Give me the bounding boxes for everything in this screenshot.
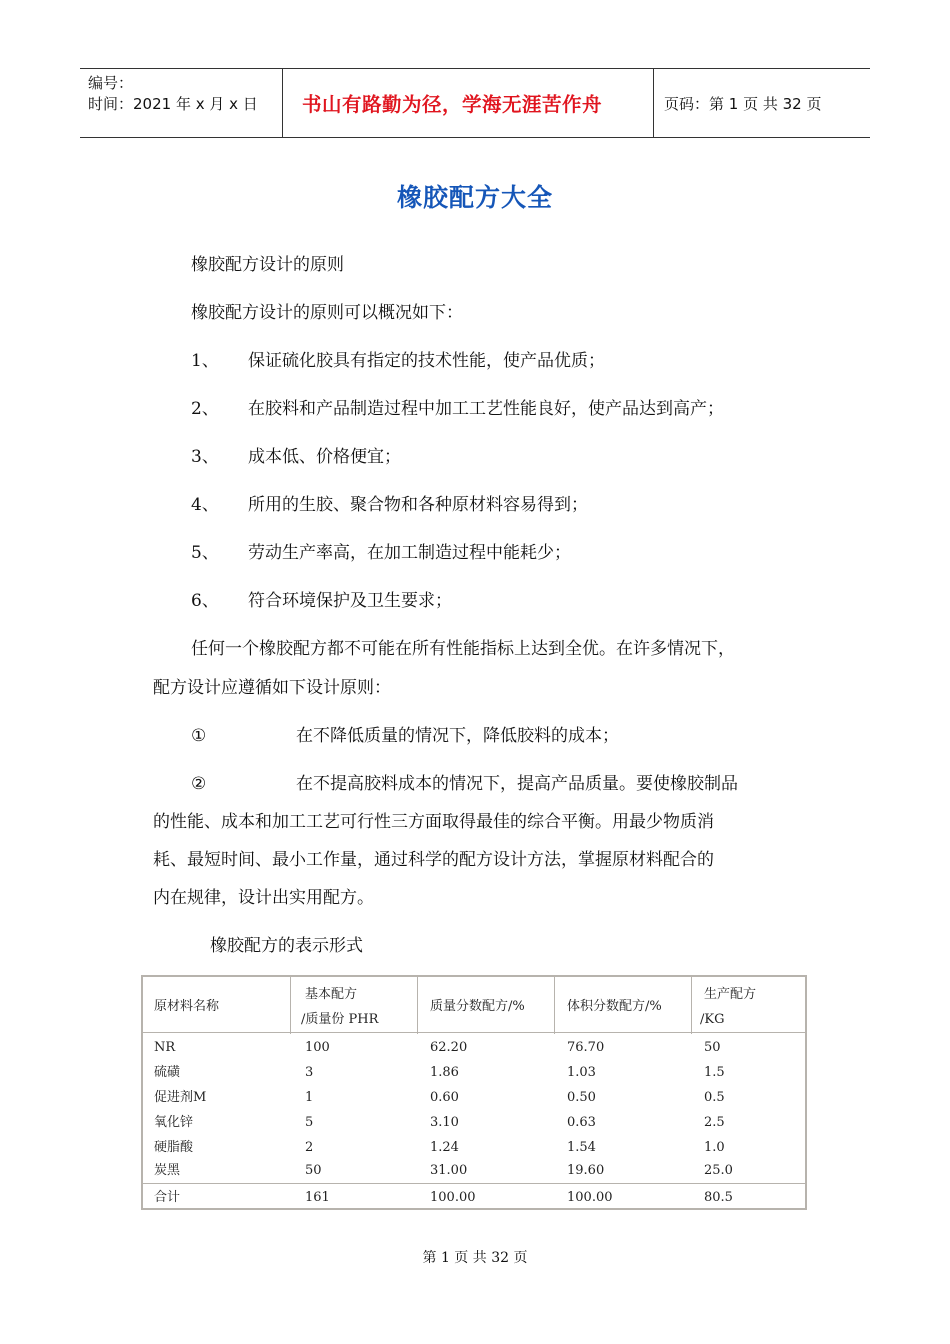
list-item-number: 4、	[191, 495, 219, 515]
table-cell: 氧化锌	[154, 1115, 194, 1130]
principle-two-line: 的性能、成本和加工工艺可行性三方面取得最佳的综合平衡。用最少物质消	[153, 812, 714, 832]
list-item-text: 保证硫化胶具有指定的技术性能，使产品优质；	[248, 351, 605, 371]
table-total-cell: 100.00	[567, 1190, 613, 1205]
table-cell: 3.10	[430, 1115, 459, 1130]
section-heading-principles: 橡胶配方设计的原则	[191, 255, 344, 275]
number-label: 编号：	[88, 74, 134, 92]
table-cell: 50	[305, 1163, 322, 1178]
table-divider	[290, 977, 291, 1034]
principle-two-line: 在不提高胶料成本的情况下，提高产品质量。要使橡胶制品	[296, 774, 738, 794]
table-cell: 0.50	[567, 1090, 596, 1105]
header-meta	[80, 69, 282, 137]
formula-table	[141, 975, 807, 1210]
table-divider	[417, 977, 418, 1034]
list-item-text: 所用的生胶、聚合物和各种原材料容易得到；	[248, 495, 588, 515]
table-cell: 31.00	[430, 1163, 468, 1178]
page-title: 橡胶配方大全	[396, 183, 553, 212]
table-cell: 促进剂M	[154, 1090, 207, 1105]
header-motto-cell	[282, 69, 654, 137]
page-info: 页码：第 1 页 共 32 页	[664, 94, 822, 113]
table-cell: 1.54	[567, 1140, 596, 1155]
table-cell: 1.24	[430, 1140, 459, 1155]
motto: 书山有路勤为径，学海无涯苦作舟	[302, 93, 603, 116]
table-cell: 硫磺	[154, 1065, 181, 1080]
page-footer: 第 1 页 共 32 页	[422, 1250, 528, 1266]
circled-number: ②	[191, 774, 207, 794]
list-item-text: 成本低、价格便宜；	[248, 447, 401, 467]
principles-paragraph-line: 任何一个橡胶配方都不可能在所有性能指标上达到全优。在许多情况下，	[191, 639, 735, 659]
table-cell: 2	[305, 1140, 314, 1155]
table-total-cell: 合计	[154, 1190, 181, 1205]
column-header: 体积分数配方/%	[567, 999, 662, 1014]
table-cell: 0.63	[567, 1115, 596, 1130]
time-label: 时间：2021 年 x 月 x 日	[88, 95, 258, 113]
principle-two-line: 耗、最短时间、最小工作量，通过科学的配方设计方法，掌握原材料配合的	[153, 850, 714, 870]
document-header	[80, 68, 870, 138]
column-header: 基本配方	[305, 987, 358, 1002]
intro-paragraph: 橡胶配方设计的原则可以概况如下：	[191, 303, 463, 323]
list-item-text: 在胶料和产品制造过程中加工工艺性能良好，使产品达到高产；	[248, 399, 724, 419]
table-cell: 1.86	[430, 1065, 459, 1080]
table-cell: 25.0	[704, 1163, 733, 1178]
column-header: 原材料名称	[154, 999, 220, 1014]
table-cell: 50	[704, 1040, 721, 1055]
table-cell: 1	[305, 1090, 314, 1105]
table-divider	[691, 977, 692, 1034]
table-cell: 76.70	[567, 1040, 605, 1055]
table-total-cell: 161	[305, 1190, 330, 1205]
table-cell: 0.60	[430, 1090, 459, 1105]
table-cell: NR	[154, 1040, 176, 1055]
list-item-text: 符合环境保护及卫生要求；	[248, 591, 452, 611]
column-header: 质量分数配方/%	[430, 999, 525, 1014]
table-cell: 炭黑	[154, 1163, 181, 1178]
table-cell: 2.5	[704, 1115, 725, 1130]
table-cell: 100	[305, 1040, 330, 1055]
list-item-number: 2、	[191, 399, 219, 419]
list-item-number: 3、	[191, 447, 219, 467]
list-item-number: 1、	[191, 351, 219, 371]
table-cell: 5	[305, 1115, 314, 1130]
column-header: /质量份 PHR	[301, 1012, 379, 1027]
table-cell: 19.60	[567, 1163, 605, 1178]
principles-paragraph-line: 配方设计应遵循如下设计原则：	[153, 678, 391, 698]
table-cell: 62.20	[430, 1040, 468, 1055]
list-item-number: 5、	[191, 543, 219, 563]
table-cell: 1.0	[704, 1140, 725, 1155]
column-header: /KG	[700, 1012, 725, 1027]
table-cell: 0.5	[704, 1090, 725, 1105]
column-header: 生产配方	[704, 987, 757, 1002]
table-divider	[554, 977, 555, 1034]
principle-one-text: 在不降低质量的情况下，降低胶料的成本；	[296, 726, 619, 746]
table-cell: 1.03	[567, 1065, 596, 1080]
table-divider	[143, 1183, 805, 1184]
section-heading-format: 橡胶配方的表示形式	[210, 936, 363, 956]
list-item-number: 6、	[191, 591, 219, 611]
list-item-text: 劳动生产率高，在加工制造过程中能耗少；	[248, 543, 571, 563]
table-cell: 硬脂酸	[154, 1140, 194, 1155]
table-cell: 1.5	[704, 1065, 725, 1080]
table-cell: 3	[305, 1065, 314, 1080]
header-page-cell	[654, 69, 870, 137]
circled-number: ①	[191, 726, 207, 746]
table-total-cell: 100.00	[430, 1190, 476, 1205]
principle-two-line: 内在规律，设计出实用配方。	[153, 888, 374, 908]
table-divider	[143, 1032, 805, 1033]
table-total-cell: 80.5	[704, 1190, 733, 1205]
